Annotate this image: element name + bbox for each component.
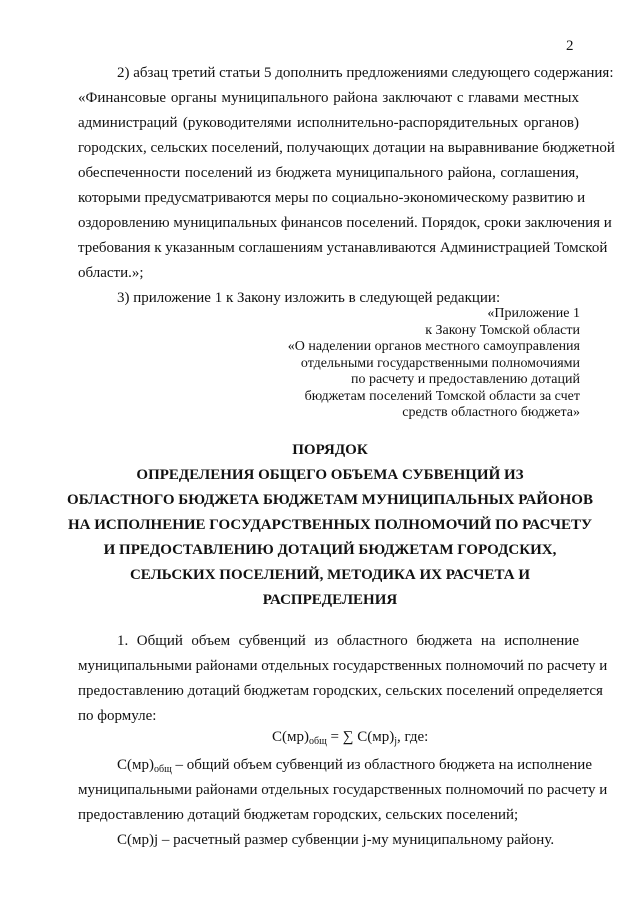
text-line: муниципальными районами отдельных государственных полномочий по расчету и: [78, 658, 608, 674]
text-line: требования к указанным соглашениям устанавливаются Администрацией Томской: [78, 240, 608, 256]
formula-sum: = ∑ С(мр): [326, 729, 395, 745]
appendix-line: средств областного бюджета»: [402, 405, 580, 420]
heading-line: РАСПРЕДЕЛЕНИЯ: [262, 592, 398, 608]
formula-lhs-subscript: общ: [309, 736, 327, 747]
appendix-line: к Закону Томской области: [425, 322, 580, 338]
formula-index-subscript: j: [394, 736, 397, 747]
text-line: области.»;: [78, 265, 144, 281]
text-line: оздоровлению муниципальных финансов поселений. Порядок, сроки заключения и: [78, 215, 612, 231]
text-line: 1. Общий объем субвенций из областного бюджета на исполнение: [117, 633, 579, 649]
definition-text: – общий объем субвенций из областного бюджета на исполнение: [171, 757, 592, 773]
definition-term-subscript: общ: [154, 764, 172, 775]
appendix-line: бюджетам поселений Томской области за счет: [304, 388, 580, 404]
text-line: предоставлению дотаций бюджетам городских, сельских поселений;: [78, 807, 519, 823]
text-line: 3) приложение 1 к Закону изложить в следующей редакции:: [117, 290, 501, 306]
text-line: городских, сельских поселений, получающих дотации на выравнивание бюджетной: [78, 140, 615, 156]
heading-line: СЕЛЬСКИХ ПОСЕЛЕНИЙ, МЕТОДИКА ИХ РАСЧЕТА И: [129, 567, 531, 583]
heading-line: ОБЛАСТНОГО БЮДЖЕТА БЮДЖЕТАМ МУНИЦИПАЛЬНЫХ РАЙОНОВ: [67, 492, 593, 508]
page-number: 2: [566, 38, 574, 54]
formula-lhs: С(мр): [272, 729, 309, 745]
text-line: «Финансовые органы муниципального района заключают с главами местных: [78, 90, 579, 106]
appendix-line: «О наделении органов местного самоуправления: [287, 339, 580, 354]
heading-line: И ПРЕДОСТАВЛЕНИЮ ДОТАЦИЙ БЮДЖЕТАМ ГОРОДСКИХ,: [103, 542, 557, 558]
text-line: администраций (руководителями исполнительно-распорядительных органов): [78, 115, 579, 131]
appendix-line: отдельными государственными полномочиями: [300, 355, 580, 371]
definition-term: С(мр): [117, 757, 154, 773]
text-line: муниципальными районами отдельных государственных полномочий по расчету и: [78, 782, 608, 798]
text-line: 2) абзац третий статьи 5 дополнить предложениями следующего содержания:: [117, 65, 614, 81]
heading-line: ОПРЕДЕЛЕНИЯ ОБЩЕГО ОБЪЕМА СУБВЕНЦИЙ ИЗ: [136, 467, 524, 483]
formula-tail: , где:: [396, 729, 429, 745]
text-line: С(мр)j – расчетный размер субвенции j-му муниципальному району.: [117, 832, 555, 848]
text-line: предоставлению дотаций бюджетам городских, сельских поселений определяется: [78, 683, 603, 699]
definition-line: [78, 756, 592, 775]
text-line: обеспеченности поселений из бюджета муниципального района, соглашения,: [78, 165, 579, 181]
appendix-line: по расчету и предоставлению дотаций: [350, 372, 580, 387]
text-line: по формуле:: [78, 708, 157, 724]
appendix-line: «Приложение 1: [487, 306, 580, 321]
heading-line: НА ИСПОЛНЕНИЕ ГОСУДАРСТВЕННЫХ ПОЛНОМОЧИЙ ПО РАСЧЕТУ: [68, 517, 592, 533]
appendix-reference: [288, 306, 580, 422]
heading-line: ПОРЯДОК: [292, 442, 368, 458]
text-line: которыми предусматриваются меры по социально-экономическому развитию и: [78, 190, 586, 206]
formula: [272, 729, 428, 746]
